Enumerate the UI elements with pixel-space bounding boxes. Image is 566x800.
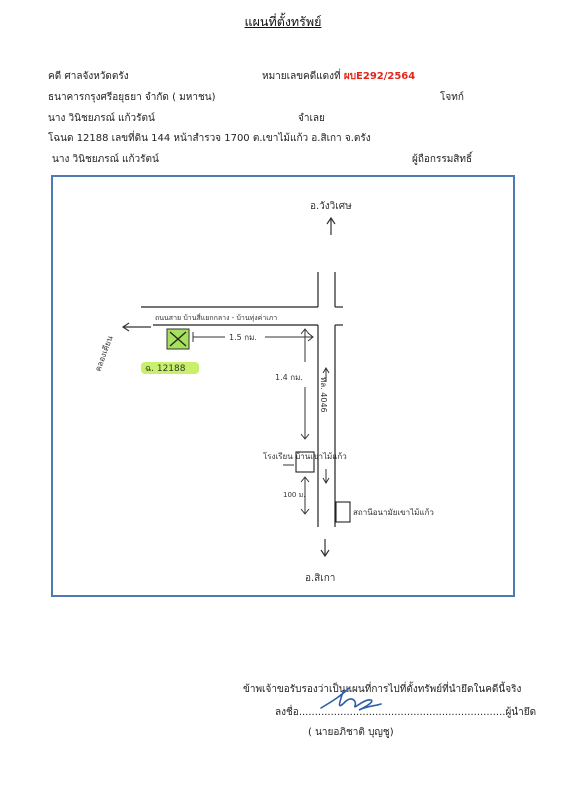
west-arrow [123,323,151,331]
map-frame [51,175,515,597]
sign-dots: ................................................................. [298,707,506,718]
defendant-role: จำเลย [298,113,325,124]
south-arrow [321,539,329,556]
station-label: สถานีอนามัยเขาไม้แก้ว [353,508,434,517]
map-sketch [53,177,513,595]
road-label: ถนนสาย บ้านสี่แยกกลาง - บ้านทุ่งค่าเภา [155,314,278,322]
owner-role: ผู้ถือกรรมสิทธิ์ [412,154,473,165]
court-text: คดี ศาลจังหวัดตรัง [48,71,129,82]
vertical-distance: 1.4 กม. [275,373,303,382]
case-number-label: หมายเลขคดีแดงที่ [262,71,341,82]
page-title: แผนที่ตั้งทรัพย์ [244,14,322,29]
south-label: อ.สิเกา [305,573,336,584]
plaintiff-text: ธนาคารกรุงศรีอยุธยา จำกัด ( มหาชน) [48,92,216,103]
sign-role: ผู้นำยึด [505,707,537,718]
case-number: ผบE292/2564 [343,71,416,82]
north-arrow [327,218,335,235]
owner-text: นาง วินิชยภรณ์ แก้วรัตน์ [52,154,159,165]
west-label: คลองเคียน [93,334,115,373]
sign-prefix: ลงชื่อ [275,707,299,718]
north-label: อ.วังวิเศษ [310,201,352,212]
defendant-text: นาง วินิชยภรณ์ แก้วรัตน์ [48,113,155,124]
certify-text: ข้าพเจ้าขอรับรองว่าเป็นแผนที่การไปที่ตั้งทรัพย์ที่นำยึดในคดีนี้จริง [243,684,522,695]
parcel-label: ฉ. 12188 [145,364,186,374]
deed-text: โฉนด 12188 เลขที่ดิน 144 หน้าสำรวจ 1700 ต.เขาไม้แก้ว อ.สิเกา จ.ตรัง [48,133,371,144]
station-marker [336,502,350,522]
vertical-distance-arrow [301,329,309,439]
case-number-row [262,69,415,84]
plaintiff-role: โจทก์ [440,92,464,103]
highway-label: ทล. 4046 [319,377,328,413]
signer-name: ( นายอภิชาติ บุญชู) [308,727,394,738]
school-label: โรงเรียน บ้านเขาไม้แก้ว [263,452,347,461]
small-distance: 100 ม. [283,491,306,499]
horizontal-distance: 1.5 กม. [229,333,257,342]
signature [315,682,385,716]
